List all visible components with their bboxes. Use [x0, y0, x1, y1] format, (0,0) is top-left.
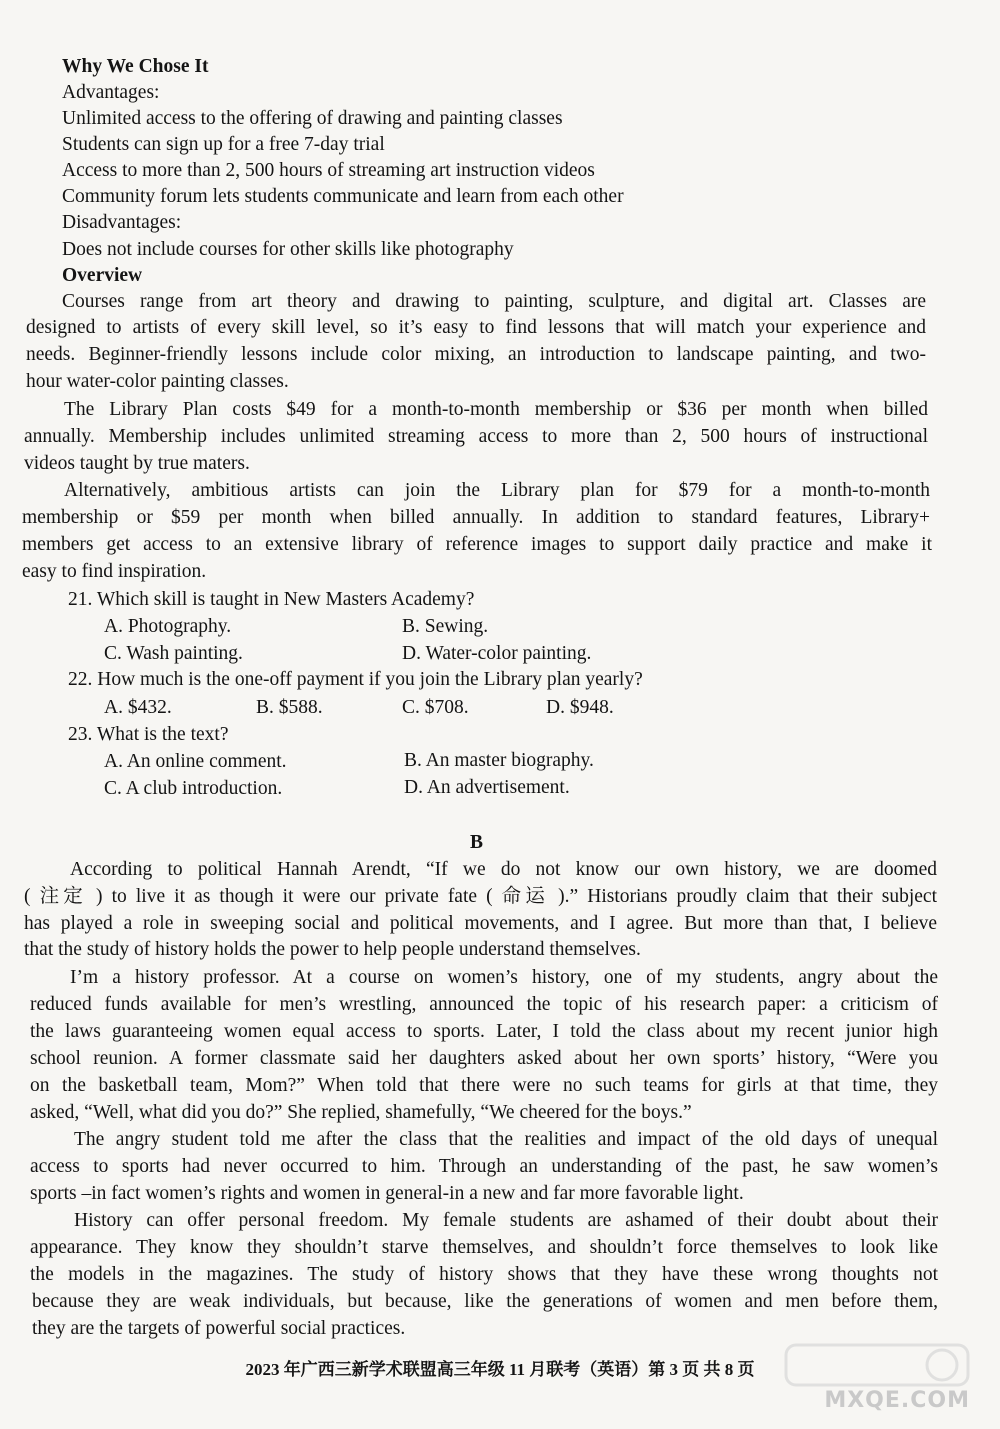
section-b-p2-line: I’m a history professor. At a course on women’s history, one of my students, angry about the: [70, 967, 938, 988]
advantage-item: Access to more than 2, 500 hours of streaming art instruction videos: [62, 160, 595, 181]
section-b-p4-line: the models in the magazines. The study of history shows that they have these wrong thoughts not: [30, 1264, 938, 1285]
advantages-label: Advantages:: [62, 82, 160, 103]
question-21-option-b[interactable]: B. Sewing.: [402, 616, 489, 637]
section-b-p4-line: because they are weak individuals, but because, like the generations of women and men before them,: [32, 1291, 938, 1312]
question-23-option-d[interactable]: D. An advertisement.: [404, 777, 570, 798]
disadvantage-item: Does not include courses for other skills like photography: [62, 239, 514, 260]
overview-p2-line: annually. Membership includes unlimited streaming access to more than 2, 500 hours of instructional: [24, 426, 928, 447]
watermark-text: MXQE.COM: [824, 1388, 970, 1413]
section-b-p4-line: they are the targets of powerful social practices.: [32, 1318, 406, 1339]
overview-p1-line: needs. Beginner-friendly lessons include color mixing, an introduction to landscape painting, and two-: [26, 344, 926, 365]
section-b-p3-line: The angry student told me after the class that the realities and impact of the old days of unequal: [74, 1129, 938, 1150]
question-22-option-b[interactable]: B. $588.: [256, 697, 323, 718]
question-22-option-d[interactable]: D. $948.: [546, 697, 614, 718]
section-b-p2-line: reduced funds available for men’s wrestling, announced the topic of his research paper: a criticism of: [30, 994, 938, 1015]
overview-p3-line: Alternatively, ambitious artists can join the Library plan for $79 for a month-to-month: [64, 480, 930, 501]
section-b-p3-line: sports –in fact women’s rights and women in general-in a new and far more favorable light.: [30, 1183, 744, 1204]
question-21-stem: 21. Which skill is taught in New Masters Academy?: [68, 589, 475, 610]
advantage-item: Community forum lets students communicate and learn from each other: [62, 186, 624, 207]
section-b-p1-line: that the study of history holds the power to help people understand themselves.: [24, 939, 641, 960]
disadvantages-label: Disadvantages:: [62, 212, 182, 233]
question-23-option-b[interactable]: B. An master biography.: [404, 750, 594, 771]
overview-heading: Overview: [62, 265, 143, 286]
overview-p1-line: designed to artists of every skill level, so it’s easy to find lessons that will match your experience and: [26, 317, 926, 338]
question-21-option-d[interactable]: D. Water-color painting.: [402, 643, 592, 664]
question-23-stem: 23. What is the text?: [68, 724, 229, 745]
overview-p2-line: The Library Plan costs $49 for a month-to-month membership or $36 per month when billed: [64, 399, 928, 420]
question-22-option-a[interactable]: A. $432.: [104, 697, 172, 718]
question-21-option-c[interactable]: C. Wash painting.: [104, 643, 243, 664]
section-heading: Why We Chose It: [62, 56, 209, 77]
overview-p3-line: members get access to an extensive library of reference images to support daily practice and make it: [22, 534, 932, 555]
advantage-item: Students can sign up for a free 7-day trial: [62, 134, 385, 155]
question-23-option-a[interactable]: A. An online comment.: [104, 751, 287, 772]
page-footer: 2023 年广西三新学术联盟高三年级 11 月联考（英语）第 3 页 共 8 页: [245, 1360, 755, 1379]
overview-p2-line: videos taught by true maters.: [24, 453, 250, 474]
advantage-item: Unlimited access to the offering of drawing and painting classes: [62, 108, 563, 129]
section-b-p2-line: school reunion. A former classmate said her daughters asked about her own sports’ history, “Were you: [30, 1048, 938, 1069]
overview-p3-line: membership or $59 per month when billed annually. In addition to standard features, Library+: [22, 507, 930, 528]
section-b-p1-line: According to political Hannah Arendt, “If we do not know our own history, we are doomed: [70, 859, 937, 880]
section-b-p2-line: asked, “Well, what did you do?” She replied, shamefully, “We cheered for the boys.”: [30, 1102, 692, 1123]
section-b-p2-line: on the basketball team, Mom?” When told that there were no such teams for girls at that time, they: [30, 1075, 938, 1096]
section-b-label: B: [470, 832, 484, 853]
question-21-option-a[interactable]: A. Photography.: [104, 616, 232, 637]
section-b-p2-line: the laws guaranteeing women equal access to sports. Later, I told the class about my recent junior high: [30, 1021, 938, 1042]
section-b-p1-line: ( 注定 ) to live it as though it were our private fate ( 命运 ).” Historians proudly claim that their subject: [24, 886, 937, 907]
question-23-option-c[interactable]: C. A club introduction.: [104, 778, 283, 799]
question-22-stem: 22. How much is the one-off payment if you join the Library plan yearly?: [68, 669, 643, 690]
section-b-p4-line: appearance. They know they shouldn’t starve themselves, and shouldn’t force themselves to look like: [30, 1237, 938, 1258]
overview-p1-line: hour water-color painting classes.: [26, 371, 289, 392]
section-b-p1-line: has played a role in sweeping social and political movements, and I agree. But more than that, I believe: [24, 913, 937, 934]
overview-p3-line: easy to find inspiration.: [22, 561, 207, 582]
overview-p1-line: Courses range from art theory and drawing to painting, sculpture, and digital art. Classes are: [62, 291, 926, 312]
question-22-option-c[interactable]: C. $708.: [402, 697, 469, 718]
section-b-p4-line: History can offer personal freedom. My female students are ashamed of their doubt about their: [74, 1210, 938, 1231]
section-b-p3-line: access to sports had never occurred to him. Through an understanding of the past, he saw women’s: [30, 1156, 938, 1177]
